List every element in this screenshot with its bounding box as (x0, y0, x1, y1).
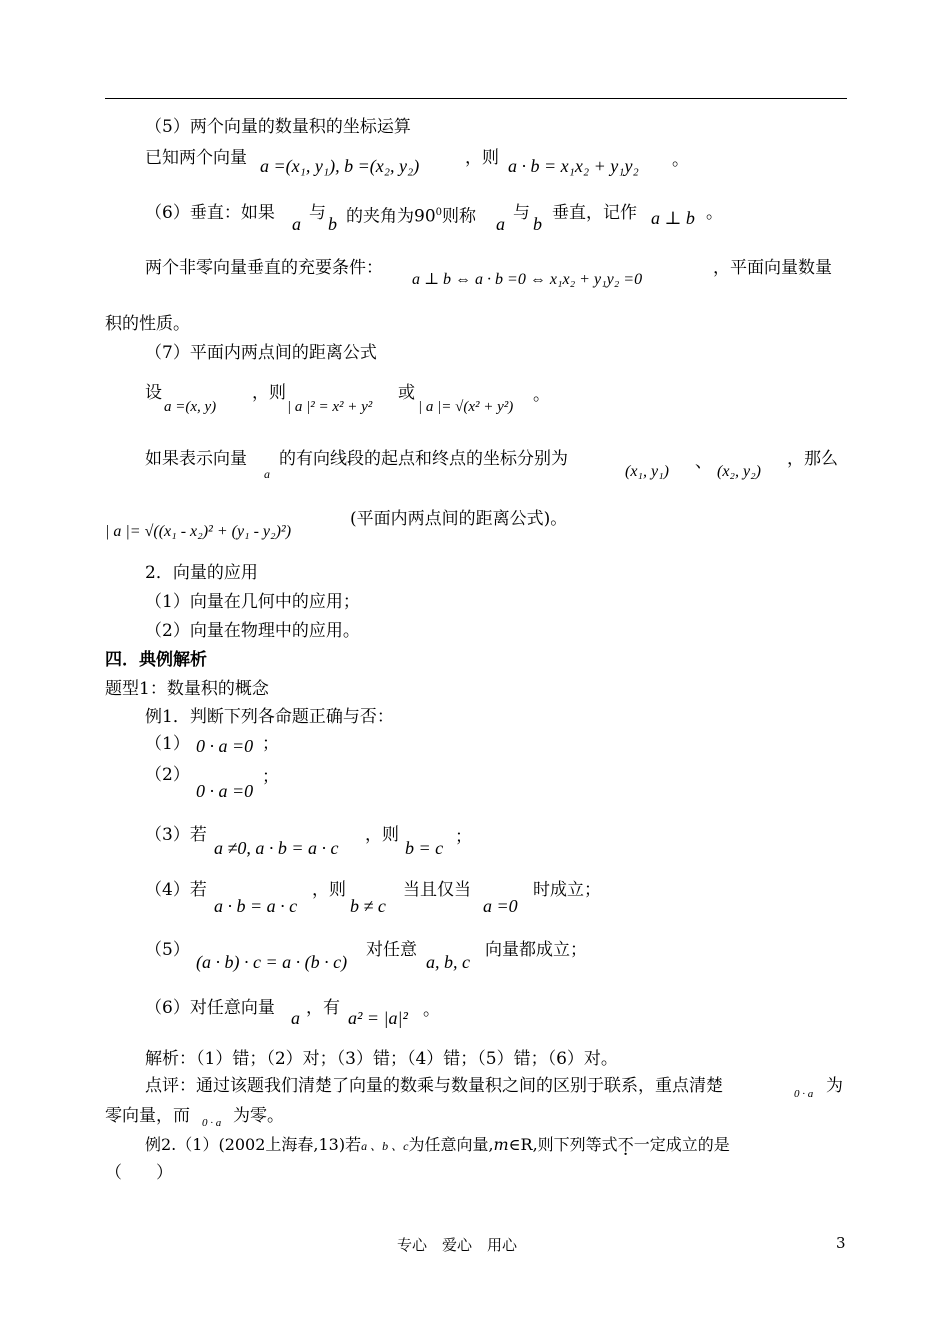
example-2-answer-blank: （ ） (105, 1163, 173, 1183)
prop-4-then: ，则 (312, 880, 346, 900)
item-6-perp: a ⊥ b (651, 208, 695, 228)
item-6-prefix: （6）垂直：如果 (145, 203, 275, 223)
prop-5-end: 向量都成立； (485, 940, 587, 960)
item-6-b2: b (533, 214, 542, 234)
distance-vector-a: a (264, 467, 270, 481)
item-6-with: 与 (309, 203, 326, 223)
prop-4-conclusion: b ≠ c (350, 896, 386, 916)
distance-text3: ，那么 (787, 449, 838, 469)
distance-formula: | a |= √((x₁ - x₂)² + (y₁ - y₂)²) (105, 523, 292, 540)
item-6-a2: a (496, 214, 505, 234)
item-5-text: 已知两个向量 (145, 148, 247, 168)
distance-text: 如果表示向量 (145, 449, 247, 469)
prop-2-label: （2） (145, 765, 190, 785)
prop-3-conclusion: b = c (405, 838, 444, 858)
distance-point-end: (x₂, y₂) (717, 463, 761, 480)
prop-4-when: 当且仅当 (403, 880, 471, 900)
prop-3-premise: a ≠0, a · b = a · c (214, 838, 339, 858)
prop-1-label: （1） (145, 734, 190, 754)
prop-5-math: (a · b) · c = a · (b · c) (196, 952, 348, 972)
comment-line-2b: 为零。 (233, 1106, 284, 1126)
prop-6-have: ，有 (306, 998, 340, 1018)
perp-condition-text: 两个非零向量垂直的充要条件： (145, 258, 383, 278)
item-6-b: b (328, 214, 337, 234)
question-type-1: 题型1：数量积的概念 (105, 679, 269, 699)
item-7-or: 或 (398, 383, 415, 403)
item-6-a: a (292, 214, 301, 234)
prop-4-condition: a =0 (483, 896, 518, 916)
distance-point-start: (x₁, y₁) (625, 463, 669, 480)
item-6-with2: 与 (513, 203, 530, 223)
example-2: 例2.（1）(2002上海春,13)若a 、b 、c为任意向量,m∈R,则下列等式不一定成立的是 (145, 1135, 730, 1154)
prop-1-end: ； (262, 734, 279, 754)
prop-6-label: （6）对任意向量 (145, 998, 275, 1018)
applications-title: 2．向量的应用 (145, 563, 258, 583)
prop-3-end: ； (455, 827, 472, 847)
prop-4-end: 时成立； (533, 880, 601, 900)
prop-2-math: 0 · a =0 (196, 781, 254, 801)
header-rule (105, 98, 847, 99)
applications-item-1: （1）向量在几何中的应用； (145, 592, 360, 612)
footer-slogan: 专心 爱心 用心 (397, 1236, 518, 1254)
perp-condition-math: a ⊥ b ⇔ a · b =0 ⇔ x₁x₂ + y₁y₂ =0 (412, 271, 643, 288)
prop-6-identity: a² = |a|² (348, 1008, 408, 1028)
item-5-then: ，则 (465, 148, 499, 168)
prop-4-label: （4）若 (145, 880, 207, 900)
item-7-end: 。 (533, 385, 550, 405)
analysis: 解析：（1）错；（2）对；（3）错；（4）错；（5）错；（6）对。 (145, 1049, 618, 1069)
perp-condition-suffix: ，平面向量数量 (713, 258, 832, 278)
page-number: 3 (836, 1234, 846, 1252)
applications-item-2: （2）向量在物理中的应用。 (145, 621, 360, 641)
prop-4-premise: a · b = a · c (214, 896, 298, 916)
item-7-title: （7）平面内两点间的距离公式 (145, 343, 377, 363)
comment-wei: 为 (826, 1076, 843, 1096)
item-5-end: 。 (672, 150, 689, 170)
item-7-then: ，则 (252, 383, 286, 403)
distance-sep: 、 (695, 452, 712, 472)
comment-math-2: 0 · a (202, 1117, 222, 1129)
item-6-angle: 的夹角为$90^0$则称 (346, 206, 477, 227)
perp-condition-cont: 积的性质。 (105, 314, 190, 334)
item-5-title: （5）两个向量的数量积的坐标运算 (145, 117, 411, 137)
prop-6-a: a (291, 1008, 300, 1028)
prop-5-vectors: a, b, c (426, 952, 470, 972)
item-5-vectors: a =(x₁, y₁), b =(x₂, y₂) (260, 156, 420, 176)
comment-line-1: 点评：通过该题我们清楚了向量的数乘与数量积之间的区别于联系，重点清楚 (145, 1076, 723, 1096)
item-7-set: 设 (145, 383, 162, 403)
prop-3-label: （3）若 (145, 825, 207, 845)
item-6-perp-text: 垂直，记作 (552, 203, 637, 223)
item-5-product: a · b = x₁x₂ + y₁y₂ (508, 156, 639, 176)
item-7-vector: a =(x, y) (164, 399, 217, 415)
prop-5-label: （5） (145, 940, 190, 960)
prop-6-end: 。 (423, 1000, 440, 1020)
prop-3-then: ，则 (365, 825, 399, 845)
item-7-norm-squared: | a |² = x² + y² (287, 399, 373, 415)
distance-note: (平面内两点间的距离公式)。 (350, 509, 568, 529)
section-heading: 四．典例解析 (105, 650, 207, 670)
prop-5-text: 对任意 (366, 940, 417, 960)
comment-math-1: 0 · a (794, 1088, 814, 1100)
prop-1-math: 0 · a =0 (196, 736, 254, 756)
comment-line-2a: 零向量，而 (105, 1106, 190, 1126)
prop-2-end: ； (262, 767, 279, 787)
item-6-end: 。 (706, 203, 723, 223)
example-1-title: 例1．判断下列各命题正确与否： (145, 707, 394, 727)
distance-text2: 的有向线段的起点和终点的坐标分别为 (279, 449, 568, 469)
item-7-norm: | a |= √(x² + y²) (418, 399, 514, 415)
